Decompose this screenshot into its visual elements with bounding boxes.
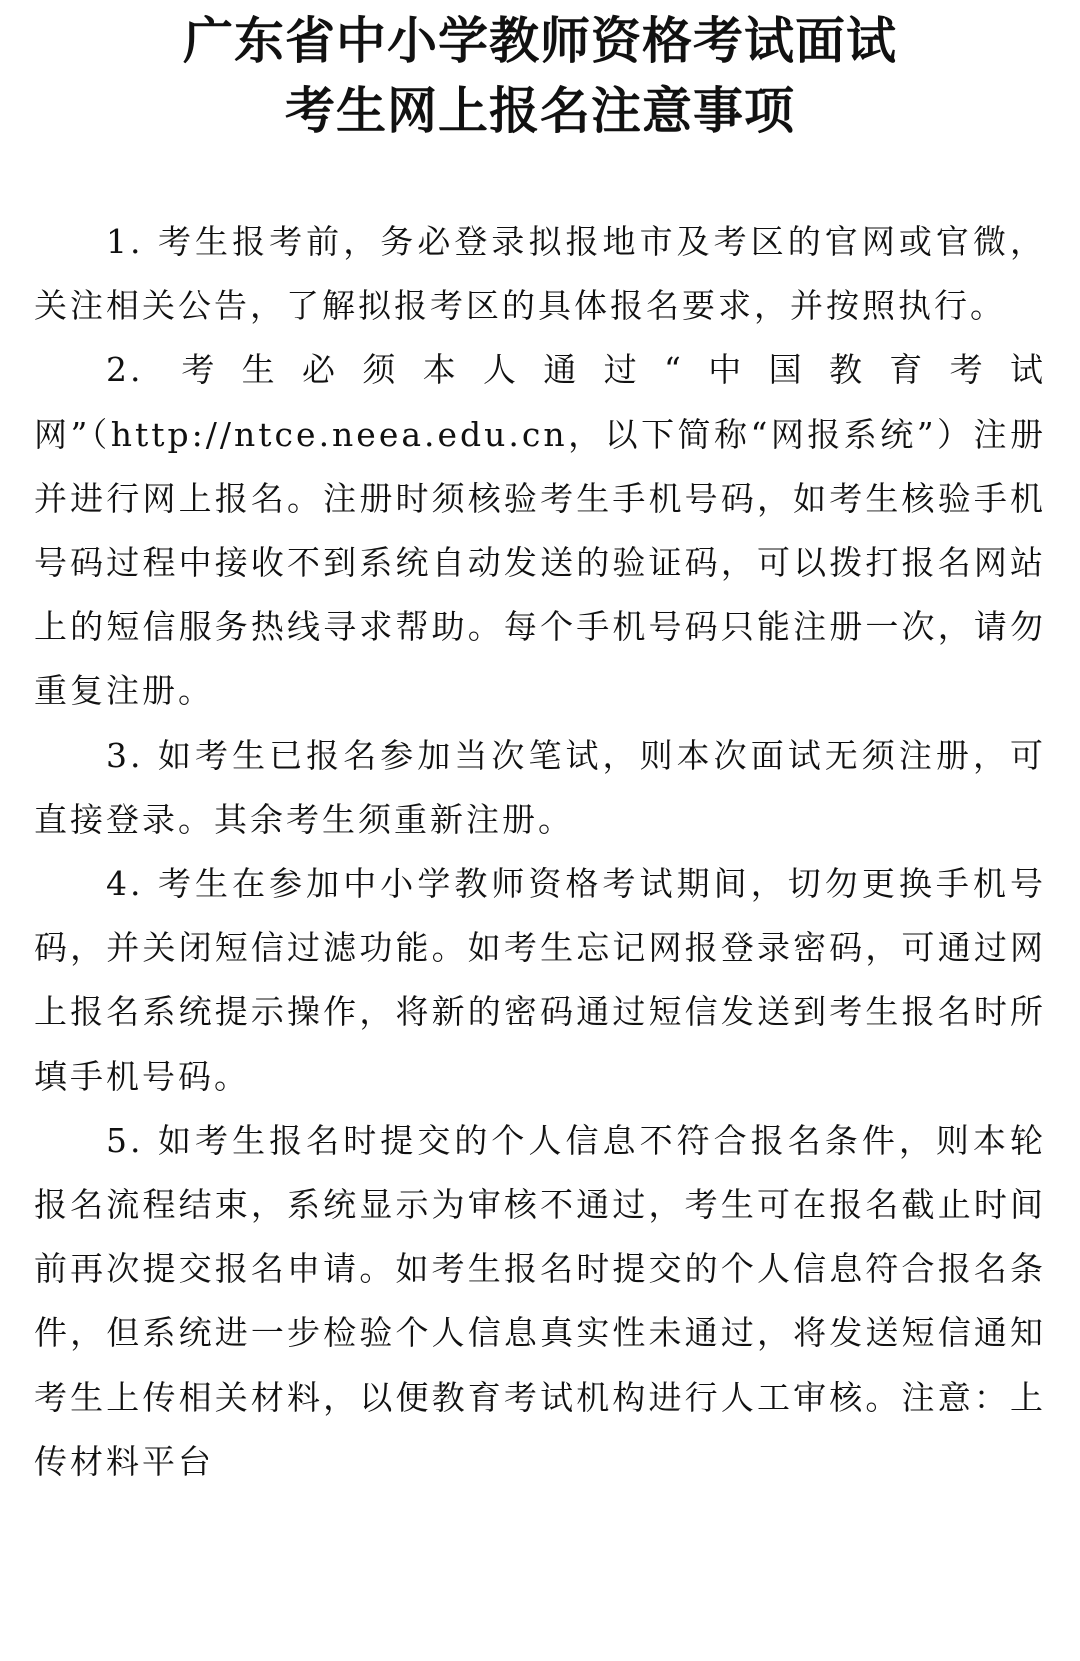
document-title <box>0 6 1080 146</box>
paragraph-4: 4. 考生在参加中小学教师资格考试期间，切勿更换手机号码，并关闭短信过滤功能。如考生忘记网报登录密码，可通过网上报名系统提示操作，将新的密码通过短信发送到考生报名时所填手机号码。 <box>34 864 1046 1096</box>
title-line-1: 广东省中小学教师资格考试面试 <box>183 12 897 70</box>
paragraph-2: 2. 考生必须本人通过“中国教育考试网”（http://ntce.neea.edu.cn，以下简称“网报系统”）注册并进行网上报名。注册时须核验考生手机号码，如考生核验手机号码过程中接收不到系统自动发送的验证码，可以拨打报名网站上的短信服务热线寻求帮助。每个手机号码只能注册一次，请勿重复注册。 <box>34 350 1046 711</box>
paragraph-3: 3. 如考生已报名参加当次笔试，则本次面试无须注册，可直接登录。其余考生须重新注册。 <box>34 735 1046 839</box>
paragraph-1: 1. 考生报考前，务必登录拟报地市及考区的官网或官微，关注相关公告，了解拟报考区的具体报名要求，并按照执行。 <box>34 222 1046 326</box>
document-body <box>34 210 1046 1494</box>
paragraph-5: 5. 如考生报名时提交的个人信息不符合报名条件，则本轮报名流程结束，系统显示为审核不通过，考生可在报名截止时间前再次提交报名申请。如考生报名时提交的个人信息符合报名条件，但系统进一步检验个人信息真实性未通过，将发送短信通知考生上传相关材料，以便教育考试机构进行人工审核。注意：上传材料平台 <box>34 1120 1046 1481</box>
title-line-2: 考生网上报名注意事项 <box>285 82 795 140</box>
